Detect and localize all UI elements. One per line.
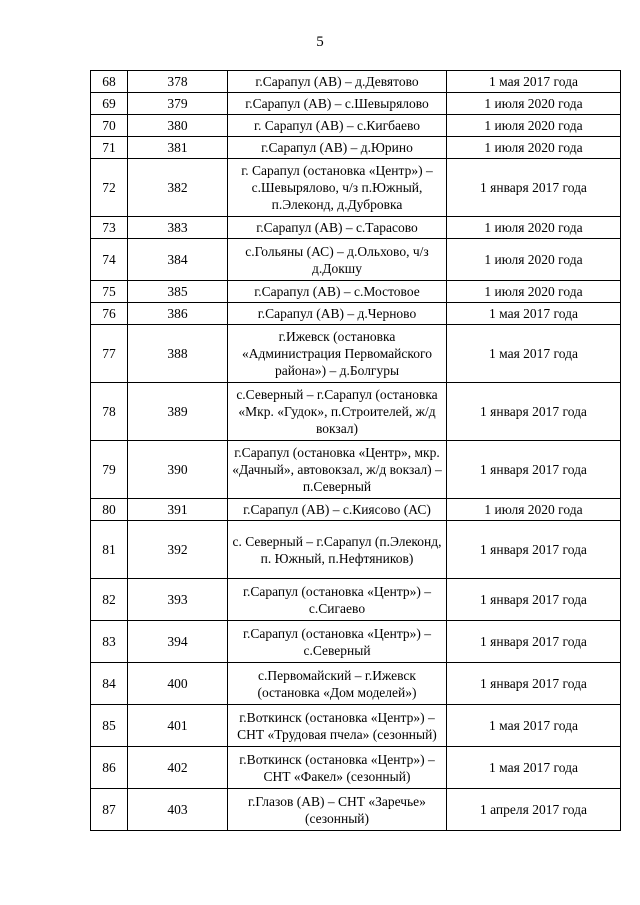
route-path-cell: г.Сарапул (АВ) – с.Мостовое	[228, 281, 447, 303]
route-number-cell: 381	[128, 137, 228, 159]
row-number-cell: 74	[91, 239, 128, 281]
route-number-cell: 391	[128, 499, 228, 521]
start-date-cell: 1 июля 2020 года	[447, 217, 621, 239]
route-number-cell: 400	[128, 663, 228, 705]
row-number-cell: 70	[91, 115, 128, 137]
route-number-cell: 390	[128, 441, 228, 499]
start-date-cell: 1 января 2017 года	[447, 441, 621, 499]
table-row	[91, 159, 621, 217]
row-number-cell: 68	[91, 71, 128, 93]
start-date-cell: 1 июля 2020 года	[447, 499, 621, 521]
route-path-cell: с.Северный – г.Сарапул (остановка «Мкр. «Гудок», п.Строителей, ж/д вокзал)	[228, 383, 447, 441]
start-date-cell: 1 мая 2017 года	[447, 747, 621, 789]
table-row	[91, 441, 621, 499]
start-date-cell: 1 июля 2020 года	[447, 281, 621, 303]
route-number-cell: 394	[128, 621, 228, 663]
route-path-cell: с.Первомайский – г.Ижевск (остановка «Дом моделей»)	[228, 663, 447, 705]
row-number-cell: 71	[91, 137, 128, 159]
route-path-cell: г.Глазов (АВ) – СНТ «Заречье» (сезонный)	[228, 789, 447, 831]
table-row	[91, 93, 621, 115]
route-number-cell: 379	[128, 93, 228, 115]
row-number-cell: 81	[91, 521, 128, 579]
route-path-cell: г.Сарапул (остановка «Центр») – с.Северный	[228, 621, 447, 663]
route-path-cell: г.Сарапул (АВ) – с.Тарасово	[228, 217, 447, 239]
start-date-cell: 1 июля 2020 года	[447, 239, 621, 281]
routes-table	[90, 70, 621, 831]
route-number-cell: 402	[128, 747, 228, 789]
table-row	[91, 747, 621, 789]
start-date-cell: 1 января 2017 года	[447, 159, 621, 217]
route-path-cell: г. Сарапул (остановка «Центр») – с.Шевырялово, ч/з п.Южный, п.Элеконд, д.Дубровка	[228, 159, 447, 217]
route-path-cell: г.Сарапул (АВ) – д.Черново	[228, 303, 447, 325]
start-date-cell: 1 апреля 2017 года	[447, 789, 621, 831]
route-path-cell: г.Воткинск (остановка «Центр») – СНТ «Трудовая пчела» (сезонный)	[228, 705, 447, 747]
row-number-cell: 72	[91, 159, 128, 217]
start-date-cell: 1 мая 2017 года	[447, 303, 621, 325]
route-number-cell: 383	[128, 217, 228, 239]
route-number-cell: 385	[128, 281, 228, 303]
row-number-cell: 73	[91, 217, 128, 239]
table-row	[91, 281, 621, 303]
start-date-cell: 1 мая 2017 года	[447, 71, 621, 93]
table-row	[91, 789, 621, 831]
route-number-cell: 378	[128, 71, 228, 93]
row-number-cell: 79	[91, 441, 128, 499]
route-path-cell: г.Ижевск (остановка «Администрация Первомайского района») – д.Болгуры	[228, 325, 447, 383]
route-path-cell: г.Сарапул (АВ) – д.Девятово	[228, 71, 447, 93]
row-number-cell: 87	[91, 789, 128, 831]
route-number-cell: 380	[128, 115, 228, 137]
row-number-cell: 83	[91, 621, 128, 663]
row-number-cell: 85	[91, 705, 128, 747]
route-path-cell: с. Северный – г.Сарапул (п.Элеконд, п. Южный, п.Нефтяников)	[228, 521, 447, 579]
route-path-cell: г.Сарапул (остановка «Центр», мкр. «Дачный», автовокзал, ж/д вокзал) – п.Северный	[228, 441, 447, 499]
start-date-cell: 1 мая 2017 года	[447, 325, 621, 383]
start-date-cell: 1 июля 2020 года	[447, 93, 621, 115]
row-number-cell: 78	[91, 383, 128, 441]
route-number-cell: 384	[128, 239, 228, 281]
table-row	[91, 217, 621, 239]
row-number-cell: 77	[91, 325, 128, 383]
start-date-cell: 1 января 2017 года	[447, 521, 621, 579]
start-date-cell: 1 января 2017 года	[447, 383, 621, 441]
table-row	[91, 303, 621, 325]
route-path-cell: г.Воткинск (остановка «Центр») – СНТ «Факел» (сезонный)	[228, 747, 447, 789]
route-path-cell: г.Сарапул (АВ) – с.Шевырялово	[228, 93, 447, 115]
table-row	[91, 239, 621, 281]
table-row	[91, 521, 621, 579]
route-path-cell: г.Сарапул (остановка «Центр») – с.Сигаево	[228, 579, 447, 621]
row-number-cell: 69	[91, 93, 128, 115]
table-row	[91, 621, 621, 663]
table-row	[91, 115, 621, 137]
start-date-cell: 1 января 2017 года	[447, 579, 621, 621]
route-number-cell: 403	[128, 789, 228, 831]
row-number-cell: 75	[91, 281, 128, 303]
table-row	[91, 383, 621, 441]
start-date-cell: 1 января 2017 года	[447, 663, 621, 705]
route-number-cell: 382	[128, 159, 228, 217]
route-number-cell: 389	[128, 383, 228, 441]
route-path-cell: г.Сарапул (АВ) – с.Киясово (АС)	[228, 499, 447, 521]
start-date-cell: 1 июля 2020 года	[447, 115, 621, 137]
start-date-cell: 1 января 2017 года	[447, 621, 621, 663]
route-number-cell: 393	[128, 579, 228, 621]
page-number: 5	[316, 34, 324, 50]
row-number-cell: 82	[91, 579, 128, 621]
row-number-cell: 84	[91, 663, 128, 705]
row-number-cell: 86	[91, 747, 128, 789]
table-row	[91, 499, 621, 521]
start-date-cell: 1 мая 2017 года	[447, 705, 621, 747]
route-number-cell: 388	[128, 325, 228, 383]
table-row	[91, 663, 621, 705]
route-number-cell: 392	[128, 521, 228, 579]
table-row	[91, 137, 621, 159]
route-path-cell: г. Сарапул (АВ) – с.Кигбаево	[228, 115, 447, 137]
row-number-cell: 80	[91, 499, 128, 521]
route-path-cell: г.Сарапул (АВ) – д.Юрино	[228, 137, 447, 159]
table-row	[91, 71, 621, 93]
row-number-cell: 76	[91, 303, 128, 325]
table-row	[91, 579, 621, 621]
table-row	[91, 705, 621, 747]
table-row	[91, 325, 621, 383]
route-path-cell: с.Гольяны (АС) – д.Ольхово, ч/з д.Докшу	[228, 239, 447, 281]
start-date-cell: 1 июля 2020 года	[447, 137, 621, 159]
route-number-cell: 401	[128, 705, 228, 747]
route-number-cell: 386	[128, 303, 228, 325]
